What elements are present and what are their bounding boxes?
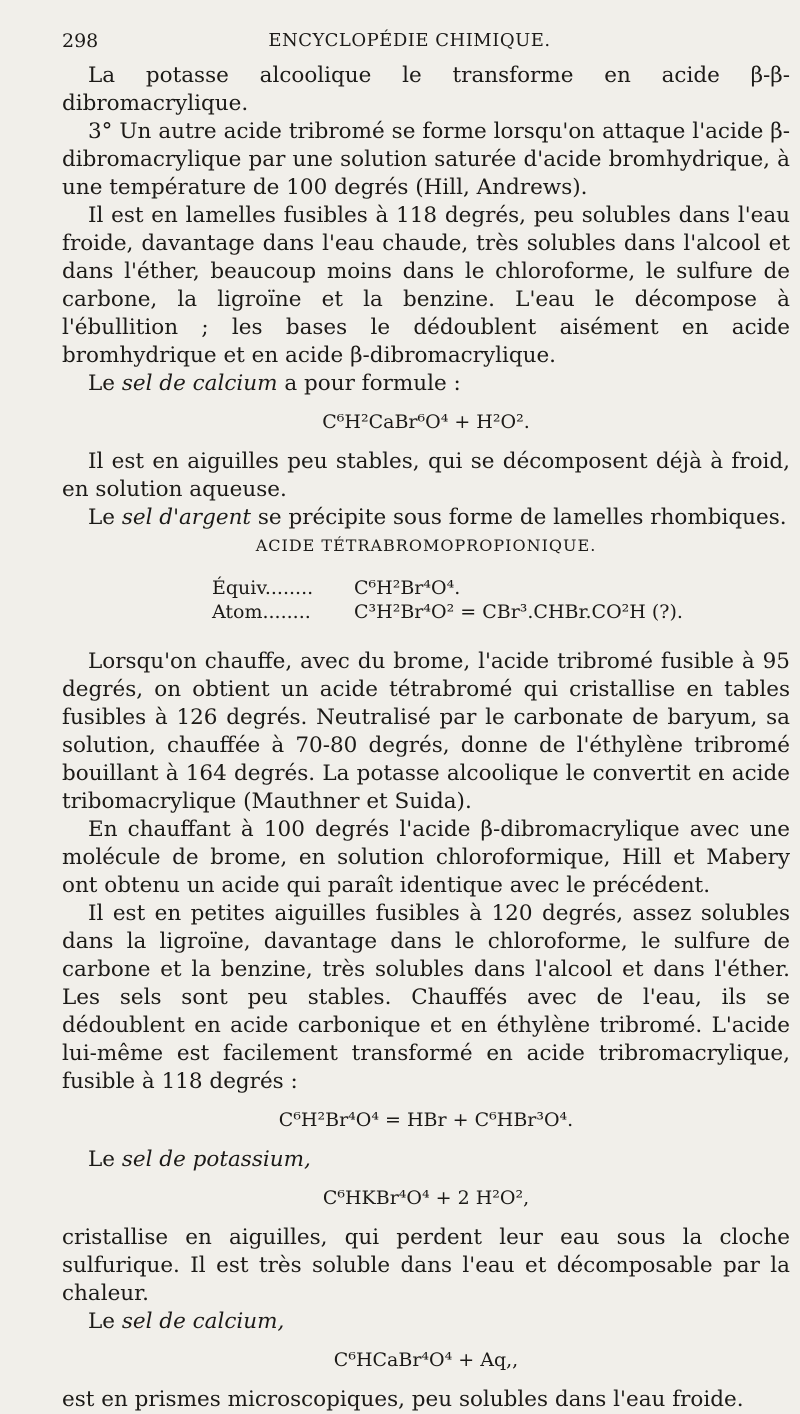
paragraph: Le sel de potassium, (88, 1147, 311, 1172)
formula: C⁶H²CaBr⁶O⁴ + H²O². (322, 411, 530, 433)
paragraph: La potasse alcoolique le transforme en acide β-β-dibromacrylique. (62, 63, 790, 116)
equiv-row (212, 576, 683, 600)
paragraph: Le sel d'argent se précipite sous forme de lamelles rhombiques. (88, 505, 787, 530)
running-title: ENCYCLOPÉDIE CHIMIQUE. (268, 30, 551, 51)
section-title: ACIDE TÉTRABROMOPROPIONIQUE. (255, 536, 597, 555)
paragraph: cristallise en aiguilles, qui perdent leur eau sous la cloche sulfurique. Il est très soluble dans l'eau et décomposable par la chaleur. (62, 1225, 790, 1306)
formula: C⁶H²Br⁴O⁴ = HBr + C⁶HBr³O⁴. (278, 1109, 574, 1131)
paragraph: est en prismes microscopiques, peu solubles dans l'eau froide. (62, 1387, 744, 1412)
page-number: 298 (62, 30, 99, 52)
paragraph: Il est en lamelles fusibles à 118 degrés, peu solubles dans l'eau froide, davantage dans l'eau chaude, très solubles dans l'alcool et dans l'éther, beaucoup moins dans le chloroforme, le sulfure de carbone, la ligroïne et la benzine. L'eau le décompose à l'ébullition ; les bases le dédoublent aisément en acide bromhydrique et en acide β-dibromacrylique. (62, 203, 790, 368)
paragraph: En chauffant à 100 degrés l'acide β-dibromacrylique avec une molécule de brome, en solution chloroformique, Hill et Mabery ont obtenu un acide qui paraît identique avec le précédent. (62, 817, 790, 898)
atom-row (212, 600, 683, 624)
term-sel-de-calcium: sel de calcium (121, 371, 278, 396)
paragraph: Il est en aiguilles peu stables, qui se décomposent déjà à froid, en solution aqueuse. (62, 449, 790, 502)
equiv-formula: C⁶H²Br⁴O⁴. (354, 577, 461, 599)
text-block-bottom (62, 648, 790, 1414)
paragraph: Le sel de calcium, (88, 1309, 285, 1334)
paragraph: Lorsqu'on chauffe, avec du brome, l'acide tribromé fusible à 95 degrés, on obtient un acide tétrabromé qui cristallise en tables fusibles à 126 degrés. Neutralisé par le carbonate de baryum, sa solution, chauffée à 70-80 degrés, donne de l'éthylène tribromé bouillant à 164 degrés. La potasse alcoolique le convertit en acide tribomacrylique (Mauthner et Suida). (62, 649, 790, 814)
formula-spec (212, 576, 683, 624)
term-sel-de-potassium: sel de potassium, (121, 1147, 311, 1172)
atom-formula: C³H²Br⁴O² = CBr³.CHBr.CO²H (?). (354, 601, 683, 623)
paragraph: Il est en petites aiguilles fusibles à 120 degrés, assez solubles dans la ligroïne, davantage dans le chloroforme, le sulfure de carbone et la benzine, très solubles dans l'alcool et dans l'éther. Les sels sont peu stables. Chauffés avec de l'eau, ils se dédoublent en acide carbonique et en éthylène tribromé. L'acide lui-même est facilement transformé en acide tribromacrylique, fusible à 118 degrés : (62, 901, 790, 1094)
formula: C⁶HKBr⁴O⁴ + 2 H²O², (322, 1187, 530, 1209)
equiv-label: Équiv........ (212, 577, 314, 599)
term-sel-d-argent: sel d'argent (121, 505, 252, 530)
paragraph: 3° Un autre acide tribromé se forme lorsqu'on attaque l'acide β-dibromacrylique par une solution saturée d'acide bromhydrique, à une température de 100 degrés (Hill, Andrews). (62, 119, 790, 200)
text-block-top (62, 62, 790, 532)
term-sel-de-calcium: sel de calcium, (121, 1309, 285, 1334)
atom-label: Atom........ (212, 601, 311, 623)
paragraph: Le sel de calcium a pour formule : (88, 371, 461, 396)
page-header (62, 30, 757, 60)
formula: C⁶HCaBr⁴O⁴ + Aq,, (333, 1349, 519, 1371)
